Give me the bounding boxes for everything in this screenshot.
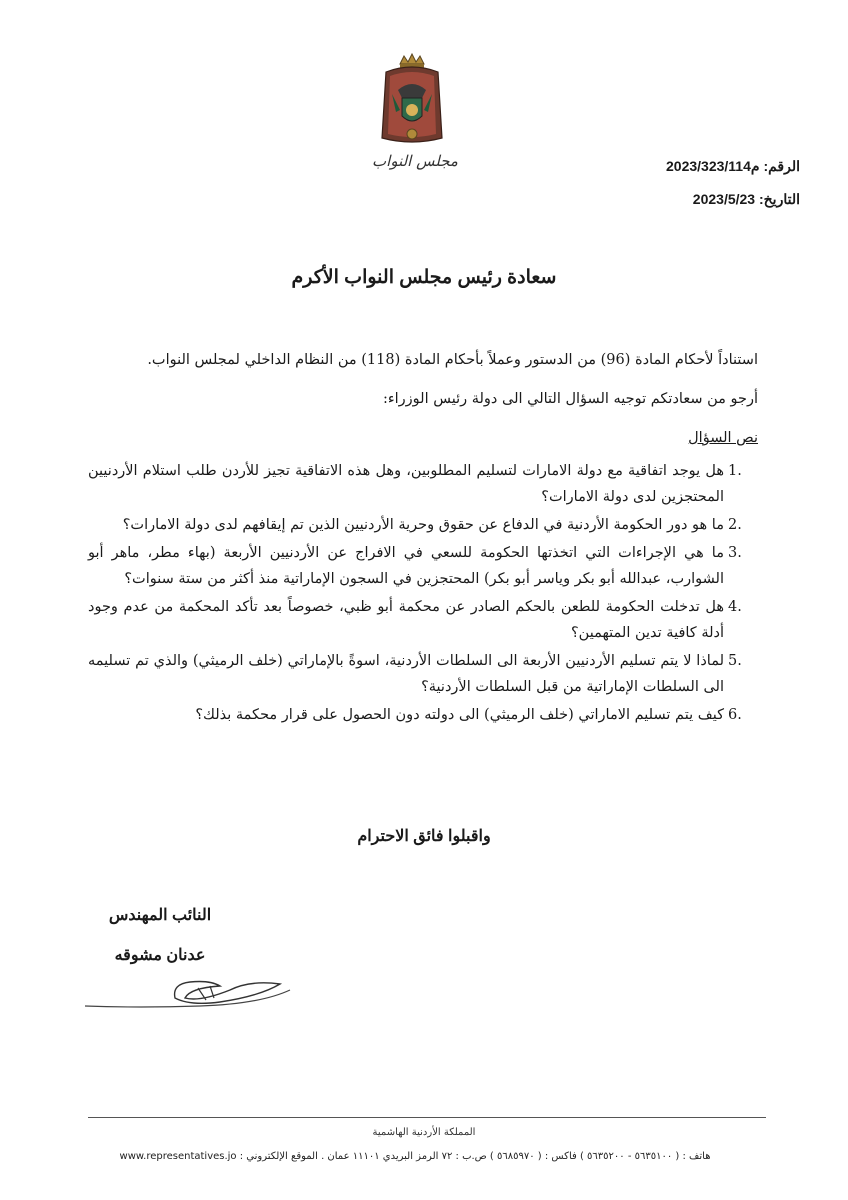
reference-label: الرقم: bbox=[763, 158, 800, 174]
question-text: هل تدخلت الحكومة للطعن بالحكم الصادر عن محكمة أبو ظبي، خصوصاً بعد تأكد المحكمة من عدم وجود أدلة كافية تدين المتهمين؟ bbox=[88, 599, 724, 641]
questions-list bbox=[88, 458, 758, 730]
question-number: 4. bbox=[728, 599, 742, 615]
jordan-coat-of-arms-icon bbox=[372, 50, 452, 150]
question-number: 5. bbox=[728, 653, 742, 669]
footer-divider bbox=[88, 1117, 766, 1118]
question-text: ما هو دور الحكومة الأردنية في الدفاع عن حقوق وحرية الأردنيين الذين تم إيقافهم لدى دولة الامارات؟ bbox=[122, 517, 724, 533]
handwritten-signature-icon bbox=[80, 968, 300, 1018]
intro-paragraph: استناداً لأحكام المادة (96) من الدستور وعملاً بأحكام المادة (118) من النظام الداخلي لمجلس النواب. bbox=[147, 352, 758, 368]
addressee-heading: سعادة رئيس مجلس النواب الأكرم bbox=[291, 267, 557, 288]
question-number: 3. bbox=[728, 545, 742, 561]
list-item bbox=[88, 648, 758, 700]
signatory-name: عدنان مشوقه bbox=[114, 947, 206, 964]
footer-contact bbox=[60, 1151, 770, 1162]
question-number: 2. bbox=[728, 517, 742, 533]
question-text: ما هي الإجراءات التي اتخذتها الحكومة للسعي في الافراج عن الأردنيين الأربعة (بهاء مطر، ماهر أبو الشوارب، عبدالله أبو بكر وياسر أبو بكر) المحتجزين في السجون الإماراتية منذ أكثر من ستة سنوات؟ bbox=[88, 545, 724, 587]
question-heading: نص السؤال bbox=[688, 430, 758, 446]
reference-block bbox=[666, 150, 800, 216]
parliament-logo-text: مجلس النواب bbox=[372, 152, 458, 170]
question-text: لماذا لا يتم تسليم الأردنيين الأربعة الى السلطات الأردنية، اسوةً بالإماراتي (خلف الرميثي) والذي تم تسليمه الى السلطات الإماراتية من قبل السلطات الأردنية؟ bbox=[88, 653, 724, 695]
list-item bbox=[88, 512, 758, 538]
signatory-title: النائب المهندس bbox=[108, 907, 212, 924]
reference-number-row bbox=[666, 150, 800, 183]
footer-organization: المملكة الأردنية الهاشمية bbox=[372, 1127, 476, 1138]
request-paragraph: أرجو من سعادتكم توجيه السؤال التالي الى دولة رئيس الوزراء: bbox=[382, 391, 758, 407]
date-label: التاريخ: bbox=[758, 191, 800, 207]
date-row bbox=[666, 183, 800, 216]
reference-value: م2023/323/114 bbox=[666, 158, 760, 174]
question-text: كيف يتم تسليم الاماراتي (خلف الرميثي) الى دولته دون الحصول على قرار محكمة بذلك؟ bbox=[195, 707, 724, 723]
closing-line: واقبلوا فائق الاحترام bbox=[357, 828, 491, 845]
date-value: 2023/5/23 bbox=[692, 191, 756, 207]
question-number: 1. bbox=[728, 463, 742, 479]
question-number: 6. bbox=[728, 707, 742, 723]
question-text: هل يوجد اتفاقية مع دولة الامارات لتسليم المطلوبين، وهل هذه الاتفاقية تجيز للأردن طلب استلام الأردنيين المحتجزين لدى دولة الامارات؟ bbox=[88, 463, 724, 505]
footer-website-link[interactable]: www.representatives.jo bbox=[119, 1151, 237, 1162]
list-item bbox=[88, 458, 758, 510]
footer-contact-text: هاتف : ( ٥٦٣٥١٠٠ - ٥٦٣٥٢٠٠ ) فاكس : ( ٥٦٨٥٩٧٠ ) ص.ب : ٧٢ الرمز البريدي ١١١٠١ عمان . الموقع الإلكتروني : bbox=[239, 1151, 711, 1162]
list-item bbox=[88, 540, 758, 592]
list-item bbox=[88, 594, 758, 646]
list-item bbox=[88, 702, 758, 728]
